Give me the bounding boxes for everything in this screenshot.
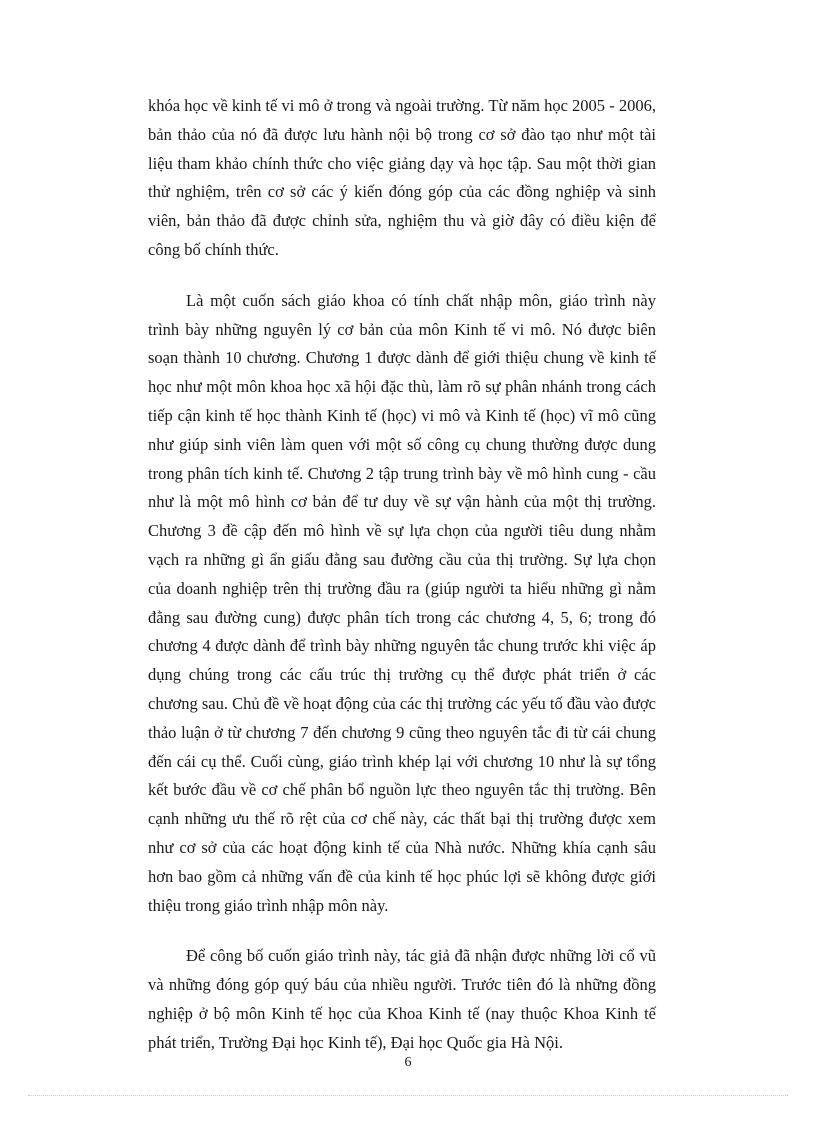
paragraph-acknowledgements: Để công bố cuốn giáo trình này, tác giả đã nhận được những lời cổ vũ và những đóng góp quý báu của nhiều người. Trước tiên đó là những đồng nghiệp ở bộ môn Kinh tế học của Khoa Kinh tế (nay thuộc Khoa Kinh tế phát triển, Trường Đại học Kinh tế), Đại học Quốc gia Hà Nội. [148, 946, 656, 1052]
footer-divider [28, 1095, 788, 1096]
page-number: 6 [404, 1055, 412, 1070]
paragraph-continuation: khóa học về kinh tế vi mô ở trong và ngoài trường. Từ năm học 2005 - 2006, bản thảo của nó đã được lưu hành nội bộ trong cơ sở đào tạo như một tài liệu tham khảo chính thức cho việc giảng dạy và học tập. Sau một thời gian thử nghiệm, trên cơ sở các ý kiến đóng góp của các đồng nghiệp và sinh viên, bản thảo đã được chỉnh sửa, nghiệm thu và giờ đây có điều kiện để công bố chính thức. [148, 96, 656, 259]
document-body [148, 92, 656, 1080]
paragraph-textbook-overview: Là một cuốn sách giáo khoa có tính chất nhập môn, giáo trình này trình bày những nguyên lý cơ bản của môn Kinh tế vi mô. Nó được biên soạn thành 10 chương. Chương 1 được dành để giới thiệu chung về kinh tế học như một môn khoa học xã hội đặc thù, làm rõ sự phân nhánh trong cách tiếp cận kinh tế học thành Kinh tế (học) vi mô và Kinh tế (học) vĩ mô cũng như giúp sinh viên làm quen với một số công cụ chung thường được dung trong phân tích kinh tế. Chương 2 tập trung trình bày về mô hình cung - cầu như là một mô hình cơ bản để tư duy về sự vận hành của một thị trường. Chương 3 đề cập đến mô hình về sự lựa chọn của người tiêu dung nhằm vạch ra những gì ẩn giấu đằng sau đường cầu của thị trường. Sự lựa chọn của doanh nghiệp trên thị trường đầu ra (giúp người ta hiểu những gì nằm đằng sau đường cung) được phân tích trong các chương 4, 5, 6; trong đó chương 4 được dành để trình bày những nguyên tắc chung trước khi việc áp dụng chúng trong các cấu trúc thị trường cụ thể được phát triển ở các chương sau. Chủ đề về hoạt động của các thị trường các yếu tố đầu vào được thảo luận ở từ chương 7 đến chương 9 cũng theo nguyên tắc đi từ cái chung đến cái cụ thể. Cuối cùng, giáo trình khép lại với chương 10 như là sự tổng kết bước đầu về cơ chế phân bổ nguồn lực theo nguyên tắc thị trường. Bên cạnh những ưu thế rõ rệt của cơ chế này, các thất bại thị trường được xem như cơ sở của các hoạt động kinh tế của Nhà nước. Những khía cạnh sâu hơn bao gồm cả những vấn đề của kinh tế học phúc lợi sẽ không được giới thiệu trong giáo trình nhập môn này. [148, 290, 656, 915]
